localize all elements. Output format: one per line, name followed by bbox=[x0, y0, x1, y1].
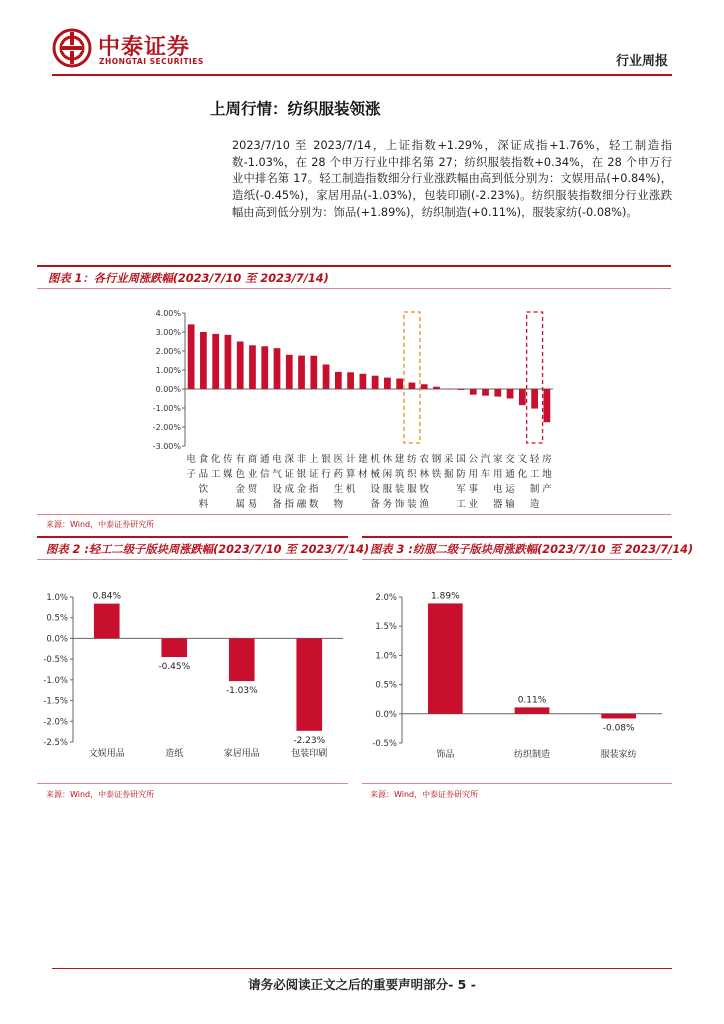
category-label-char: 色 bbox=[235, 469, 245, 480]
category-label-char: 运 bbox=[505, 484, 515, 495]
category-label-char: 建 bbox=[358, 454, 368, 465]
y-tick-label: 0.00% bbox=[155, 385, 181, 394]
category-label-char: 指 bbox=[309, 484, 319, 495]
category-label-char: 织 bbox=[407, 469, 417, 480]
category-label: 造纸 bbox=[165, 749, 184, 759]
y-tick-label: 1.5% bbox=[375, 622, 397, 633]
category-label-char: 非 bbox=[296, 454, 307, 465]
category-label-char: 用 bbox=[468, 469, 479, 480]
category-label-char: 贸 bbox=[247, 484, 258, 495]
bar bbox=[237, 342, 244, 390]
data-label: 0.84% bbox=[92, 591, 122, 602]
category-label-char: 设 bbox=[370, 484, 380, 495]
bar bbox=[494, 389, 501, 397]
category-label-char: 服 bbox=[382, 484, 393, 495]
category-label-char: 汽 bbox=[480, 454, 491, 465]
data-label: 1.89% bbox=[431, 591, 460, 602]
figure1-title-rule bbox=[37, 288, 671, 289]
bar bbox=[298, 356, 305, 389]
category-label-char: 饮 bbox=[198, 484, 209, 495]
figure1-source: 来源：Wind，中泰证券研究所 bbox=[46, 520, 155, 529]
category-label-char: 机 bbox=[370, 454, 380, 465]
bar bbox=[482, 389, 489, 396]
category-label-char: 务 bbox=[382, 499, 393, 510]
category-label-char: 设 bbox=[272, 484, 282, 495]
category-label-char: 电 bbox=[493, 484, 503, 495]
category-label: 家居用品 bbox=[223, 749, 260, 759]
y-tick-label: 2.0% bbox=[375, 593, 397, 603]
data-label: -0.08% bbox=[602, 723, 635, 734]
category-label-char: 饰 bbox=[394, 499, 405, 510]
y-tick-label: -2.00% bbox=[152, 423, 181, 432]
report-type: 行业周报 bbox=[615, 54, 668, 69]
category-label-char: 机 bbox=[345, 484, 356, 495]
bar bbox=[601, 714, 636, 719]
bar bbox=[433, 387, 440, 389]
category-label-char: 轻 bbox=[529, 454, 540, 465]
figure2-title: 图表 2 :轻工二级子版块周涨跌幅(2023/7/10 至 2023/7/14) bbox=[46, 543, 370, 556]
category-label-char: 工 bbox=[456, 499, 466, 510]
y-tick-label: 4.00% bbox=[155, 309, 181, 318]
figure2-source-rule bbox=[37, 783, 348, 784]
category-label-char: 备 bbox=[272, 499, 282, 510]
bar bbox=[286, 355, 293, 389]
bar bbox=[94, 604, 120, 639]
category-label-char: 食 bbox=[198, 454, 209, 465]
bar bbox=[515, 707, 550, 713]
category-label-char: 地 bbox=[542, 469, 552, 480]
category-label-char: 物 bbox=[333, 499, 344, 510]
category-label-char: 械 bbox=[370, 469, 380, 480]
figure1-title: 图表 1：各行业周涨跌幅(2023/7/10 至 2023/7/14) bbox=[48, 272, 329, 285]
category-label-char: 有 bbox=[235, 454, 245, 465]
bar bbox=[161, 638, 187, 657]
bar bbox=[274, 348, 281, 389]
category-label-char: 家 bbox=[493, 454, 503, 465]
category-label: 文娱用品 bbox=[88, 749, 125, 759]
category-label-char: 媒 bbox=[223, 469, 233, 480]
category-label-char: 采 bbox=[443, 454, 454, 465]
y-tick-label: 0.0% bbox=[46, 634, 68, 645]
category-label-char: 气 bbox=[272, 469, 282, 480]
category-label-char: 通 bbox=[259, 454, 270, 465]
category-label-char: 用 bbox=[493, 469, 503, 480]
category-label-char: 指 bbox=[284, 499, 295, 510]
bar bbox=[188, 324, 195, 389]
category-label-char: 子 bbox=[186, 469, 196, 480]
category-label-char: 输 bbox=[505, 499, 515, 510]
category-label-char: 钢 bbox=[431, 454, 442, 465]
category-label-char: 休 bbox=[382, 454, 393, 465]
category-label-char: 属 bbox=[235, 499, 245, 510]
category-label-char: 计 bbox=[345, 454, 356, 465]
category-label-char: 文 bbox=[517, 454, 528, 465]
data-label: -2.23% bbox=[293, 735, 326, 746]
category-label: 纺织制造 bbox=[513, 750, 551, 760]
category-label-char: 牧 bbox=[419, 484, 429, 495]
y-tick-label: -3.00% bbox=[152, 442, 181, 451]
figure2-top-rule bbox=[37, 536, 348, 538]
bar bbox=[519, 389, 526, 405]
bar bbox=[396, 379, 403, 389]
category-label-char: 装 bbox=[407, 499, 417, 510]
y-tick-label: 0.0% bbox=[375, 709, 397, 720]
bar bbox=[310, 356, 317, 389]
bar bbox=[359, 374, 366, 389]
category-label-char: 筑 bbox=[394, 469, 405, 480]
category-label-char: 银 bbox=[296, 469, 307, 480]
category-label-char: 商 bbox=[247, 454, 258, 465]
header-divider bbox=[52, 74, 672, 76]
brand-logo bbox=[52, 28, 222, 72]
category-label-char: 证 bbox=[309, 469, 319, 480]
highlight-box bbox=[404, 312, 420, 443]
category-label-char: 业 bbox=[247, 469, 258, 480]
bar bbox=[428, 603, 463, 713]
bar bbox=[543, 389, 550, 422]
light-industry-subsector-chart bbox=[37, 575, 348, 775]
category-label-char: 交 bbox=[505, 454, 515, 465]
data-label: -0.45% bbox=[158, 662, 191, 673]
figure3-title: 图表 3 :纺服二级子版块周涨跌幅(2023/7/10 至 2023/7/14) bbox=[370, 543, 694, 556]
category-label-char: 服 bbox=[407, 484, 417, 495]
bar bbox=[229, 638, 255, 681]
bar bbox=[384, 378, 391, 389]
y-tick-label: -1.0% bbox=[43, 675, 68, 686]
bar bbox=[372, 376, 379, 389]
category-label-char: 防 bbox=[456, 469, 466, 480]
y-tick-label: 1.00% bbox=[155, 366, 181, 375]
category-label-char: 车 bbox=[480, 469, 491, 480]
category-label-char: 融 bbox=[296, 499, 307, 510]
bar bbox=[458, 389, 465, 390]
figure1-source-rule bbox=[37, 514, 671, 515]
category-label-char: 渔 bbox=[419, 499, 429, 510]
category-label-char: 深 bbox=[284, 454, 295, 465]
category-label-char: 建 bbox=[394, 454, 405, 465]
y-tick-label: 0.5% bbox=[375, 680, 397, 691]
data-label: -1.03% bbox=[225, 686, 258, 697]
figure1-top-rule bbox=[37, 265, 671, 267]
bar bbox=[200, 332, 207, 389]
brand-name: 中泰证券 bbox=[98, 35, 191, 60]
figure3-top-rule bbox=[362, 536, 672, 538]
figure3-source: 来源：Wind，中泰证券研究所 bbox=[370, 790, 479, 799]
bar bbox=[445, 389, 452, 390]
y-tick-label: -2.0% bbox=[43, 717, 68, 728]
category-label: 包装印刷 bbox=[291, 749, 328, 759]
bar bbox=[261, 346, 268, 389]
category-label-char: 化 bbox=[210, 454, 221, 465]
category-label-char: 农 bbox=[419, 454, 429, 465]
figure3-title-rule bbox=[362, 559, 672, 560]
bar bbox=[507, 389, 514, 399]
category-label-char: 电 bbox=[186, 454, 196, 465]
highlight-box bbox=[527, 312, 543, 443]
bar bbox=[347, 372, 354, 389]
bar bbox=[296, 638, 322, 730]
category-label-char: 林 bbox=[419, 469, 429, 480]
category-label-char: 算 bbox=[345, 469, 356, 480]
category-label-char: 装 bbox=[394, 484, 405, 495]
category-label-char: 制 bbox=[529, 484, 540, 495]
category-label-char: 房 bbox=[542, 454, 552, 465]
category-label-char: 药 bbox=[333, 469, 344, 480]
y-tick-label: 3.00% bbox=[155, 328, 181, 337]
category-label-char: 品 bbox=[198, 469, 209, 480]
bar bbox=[323, 364, 330, 389]
category-label-char: 上 bbox=[309, 454, 319, 465]
bar bbox=[421, 384, 428, 389]
y-tick-label: 2.00% bbox=[155, 347, 181, 356]
y-tick-label: -0.5% bbox=[372, 739, 397, 749]
bar bbox=[225, 335, 232, 389]
textile-subsector-chart bbox=[362, 575, 672, 775]
y-tick-label: -0.5% bbox=[43, 655, 68, 666]
category-label-char: 工 bbox=[210, 469, 221, 480]
category-label-char: 易 bbox=[247, 499, 258, 510]
category-label-char: 成 bbox=[284, 484, 295, 495]
category-label-char: 行 bbox=[321, 469, 331, 480]
figure2-source: 来源：Wind，中泰证券研究所 bbox=[46, 790, 155, 799]
section-title: 上周行情：纺织服装领涨 bbox=[210, 100, 381, 118]
category-label-char: 工 bbox=[529, 469, 540, 480]
bar bbox=[409, 383, 416, 389]
y-tick-label: 1.0% bbox=[46, 593, 68, 603]
data-label: 0.11% bbox=[517, 695, 547, 706]
category-label-char: 银 bbox=[321, 454, 331, 465]
y-tick-label: 0.5% bbox=[46, 613, 68, 624]
category-label-char: 备 bbox=[370, 499, 380, 510]
category-label-char: 传 bbox=[223, 454, 233, 465]
figure2-title-rule bbox=[37, 559, 348, 560]
category-label-char: 造 bbox=[529, 499, 540, 510]
bar bbox=[470, 389, 477, 395]
y-tick-label: -1.5% bbox=[43, 696, 68, 707]
category-label-char: 铁 bbox=[431, 469, 442, 480]
footer-divider bbox=[52, 968, 672, 969]
category-label-char: 料 bbox=[198, 499, 209, 510]
summary-paragraph: 2023/7/10 至 2023/7/14，上证指数+1.29%，深证成指+1.76%，轻工制造指数-1.03%，在 28 个申万行业中排名第 27；纺织服装指数+0.34%，在 28 个申万行业中排名第 17。轻工制造指数细分行业涨跌幅由高到低分别为：文娱用品(+0.84%)，造纸(-0.45%)，家居用品(-1.03%)，包装印刷(-2.23%)。纺织服装指数细分行业涨跌幅由高到低分别为：饰品(+1.89%)，纺织制造(+0.11%)，服装家纺(-0.08%)。 bbox=[232, 139, 672, 219]
bar bbox=[531, 389, 538, 409]
category-label-char: 产 bbox=[542, 484, 552, 495]
category-label-char: 纺 bbox=[407, 454, 417, 465]
category-label-char: 公 bbox=[468, 454, 479, 465]
category-label-char: 电 bbox=[272, 454, 282, 465]
brand-name-en: ZHONGTAI SECURITIES bbox=[99, 57, 204, 66]
category-label-char: 证 bbox=[284, 469, 295, 480]
category-label-char: 事 bbox=[468, 484, 479, 495]
category-label-char: 医 bbox=[333, 454, 344, 465]
bar bbox=[335, 372, 342, 389]
figure3-source-rule bbox=[362, 783, 672, 784]
category-label-char: 通 bbox=[505, 469, 515, 480]
category-label: 饰品 bbox=[436, 750, 455, 760]
category-label-char: 国 bbox=[456, 454, 466, 465]
category-label: 服装家纺 bbox=[600, 750, 637, 760]
category-label-char: 器 bbox=[493, 499, 503, 510]
industry-weekly-chart bbox=[37, 296, 671, 510]
category-label-char: 闲 bbox=[382, 469, 393, 480]
category-label-char: 业 bbox=[468, 499, 479, 510]
bar bbox=[212, 334, 219, 389]
category-label-char: 金 bbox=[235, 484, 245, 495]
category-label-char: 材 bbox=[358, 469, 368, 480]
category-label-char: 军 bbox=[456, 484, 466, 495]
y-tick-label: -1.00% bbox=[152, 404, 181, 413]
category-label-char: 信 bbox=[259, 469, 270, 480]
category-label-char: 数 bbox=[309, 499, 319, 510]
zhongtai-logo-icon bbox=[52, 28, 92, 68]
category-label-char: 化 bbox=[517, 469, 528, 480]
footer-disclaimer: 请务必阅读正文之后的重要声明部分- 5 - bbox=[248, 977, 476, 992]
category-label-char: 金 bbox=[296, 484, 307, 495]
category-label-char: 掘 bbox=[443, 469, 454, 480]
category-label-char: 生 bbox=[333, 484, 344, 495]
bar bbox=[249, 345, 256, 389]
y-tick-label: 1.0% bbox=[375, 651, 397, 662]
y-tick-label: -2.5% bbox=[43, 738, 68, 748]
